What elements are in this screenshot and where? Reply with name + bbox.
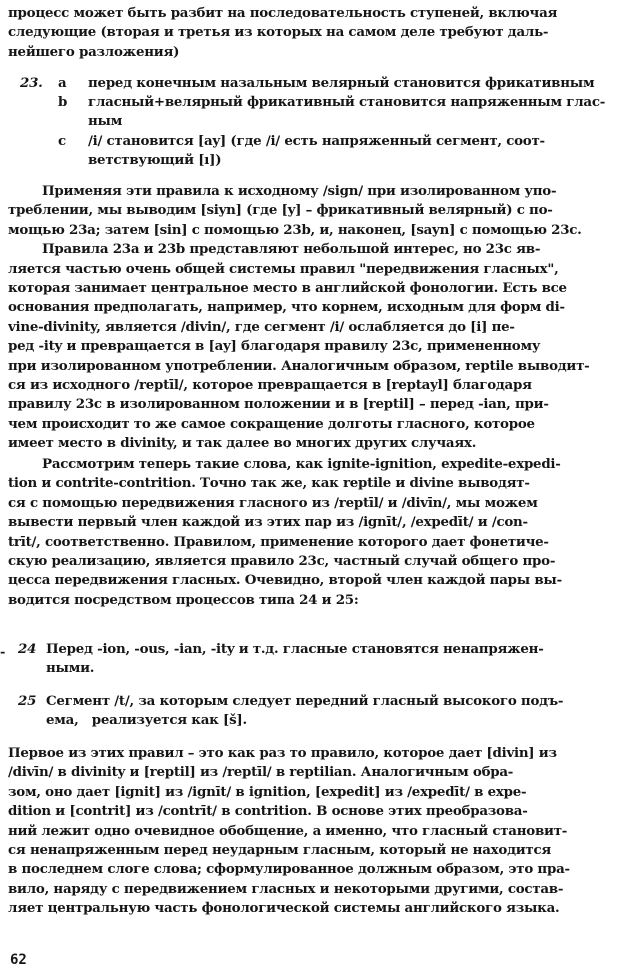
rule-item-text: гласный+велярный фрикативный становится напряженным глас- <box>88 94 606 111</box>
rule-item-letter: a <box>58 75 67 91</box>
text-line: vine-divinity, является /divin/, где сегмент /i/ ослабляется до [i] пе- <box>8 318 515 335</box>
text-line: ся ненапряженным перед неударным гласным, который не находится <box>8 842 552 859</box>
rule-item-text: /i/ становится [ay] (где /i/ есть напряженный сегмент, соот- <box>88 132 545 149</box>
rule-item-text: перед конечным назальным велярный становится фрикативным <box>88 75 595 91</box>
text-line: Правила 23a и 23b представляют небольшой интерес, но 23c яв- <box>42 241 541 258</box>
rule-item-a <box>8 74 608 93</box>
rule-item-text: ным <box>88 113 123 130</box>
text-line: ся с помощью передвижения гласного из /reptīl/ и /divīn/, мы можем <box>8 494 538 511</box>
text-line: ний лежит одно очевидное обобщение, а именно, что гласный становит- <box>8 822 568 839</box>
rule-text: ными. <box>46 660 95 677</box>
text-line: треблении, мы выводим [siyn] (где [y] – фрикативный велярный) с по- <box>8 202 553 219</box>
margin-mark: - <box>0 645 6 660</box>
text-line: /divīn/ в divinity и [reptil] из /reptīl/ в reptilian. Аналогичным обра- <box>8 764 514 781</box>
rule-number: 23. <box>20 75 43 91</box>
page-number: 62 <box>10 952 27 968</box>
text-line: имеет место в divinity, и так далее во многих других случаях. <box>8 435 477 452</box>
rule-text: Перед -ion, -ous, -ian, -ity и т.д. гласные становятся ненапряжен- <box>46 641 544 657</box>
text-line: скую реализацию, является правило 23c, частный случай общего про- <box>8 553 556 570</box>
paragraph-1 <box>8 182 608 454</box>
text-line: Рассмотрим теперь такие слова, как ignite-ignition, expedite-expedi- <box>42 456 561 472</box>
rule-item-c <box>8 132 608 170</box>
text-line: следующие (вторая и третья из которых на самом деле требуют даль- <box>8 24 549 41</box>
text-line: нейшего разложения) <box>8 43 180 60</box>
rule-text: Сегмент /t/, за которым следует передний гласный высокого подъ- <box>46 693 564 709</box>
intro-paragraph <box>8 4 608 62</box>
rule-item-letter: c <box>58 132 66 149</box>
text-line: trīt/, соответственно. Правилом, применение которого дает фонетиче- <box>8 533 549 550</box>
rule-item-text: ветствующий [ı]) <box>88 151 222 168</box>
rule-24 <box>8 640 608 678</box>
text-line: ред -ity и превращается в [ay] благодаря правилу 23c, примененному <box>8 338 541 355</box>
text-line: вило, наряду с передвижением гласных и некоторыми другими, состав- <box>8 880 564 897</box>
text-line: зом, оно дает [ignit] из /ignīt/ в ignition, [expedit] из /expedīt/ в expe- <box>8 783 527 800</box>
rule-number: 24 <box>18 641 37 657</box>
text-line: водится посредством процессов типа 24 и 25: <box>8 591 359 608</box>
rule-text: ема, реализуется как [š]. <box>46 712 247 729</box>
text-line: чем происходит то же самое сокращение долготы гласного, которое <box>8 415 535 432</box>
text-line: dition и [contrit] из /contrīt/ в contrition. В основе этих преобразова- <box>8 803 528 820</box>
text-line: Применяя эти правила к исходному /sign/ при изолированном упо- <box>42 183 557 199</box>
text-line: ляется частью очень общей системы правил "передвижения гласных", <box>8 260 559 277</box>
text-line: ляет центральную часть фонологической системы английского языка. <box>8 900 560 917</box>
paragraph-3 <box>8 744 608 919</box>
rule-item-letter: b <box>58 94 68 111</box>
text-line: процесс может быть разбит на последовательность ступеней, включая <box>8 5 558 21</box>
rule-number: 25 <box>18 693 37 709</box>
rule-25 <box>8 692 608 730</box>
text-line: которая занимает центральное место в английской фонологии. Есть все <box>8 280 567 297</box>
text-line: при изолированном употреблении. Аналогичным образом, reptile выводит- <box>8 357 590 374</box>
rule-23 <box>8 74 608 170</box>
text-line: основания предполагать, например, что корнем, исходным для форм di- <box>8 299 565 316</box>
text-line: вывести первый член каждой из этих пар из /ignīt/, /expedīt/ и /con- <box>8 514 528 531</box>
paragraph-2 <box>8 455 608 610</box>
text-line: ся из исходного /reptīl/, которое превращается в [reptayl] благодаря <box>8 377 532 394</box>
rule-item-b <box>8 93 608 131</box>
text-line: в последнем слоге слова; сформулированное должным образом, это пра- <box>8 861 570 878</box>
text-line: мощью 23a; затем [sin] с помощью 23b, и, наконец, [sayn] с помощью 23c. <box>8 221 582 238</box>
text-line: tion и contrite-contrition. Точно так же, как reptile и divine выводят- <box>8 475 530 492</box>
text-line: правилу 23c в изолированном положении и в [reptil] – перед -ian, при- <box>8 396 549 413</box>
text-line: цесса передвижения гласных. Очевидно, второй член каждой пары вы- <box>8 572 562 589</box>
text-line: Первое из этих правил – это как раз то правило, которое дает [divin] из <box>8 745 557 761</box>
